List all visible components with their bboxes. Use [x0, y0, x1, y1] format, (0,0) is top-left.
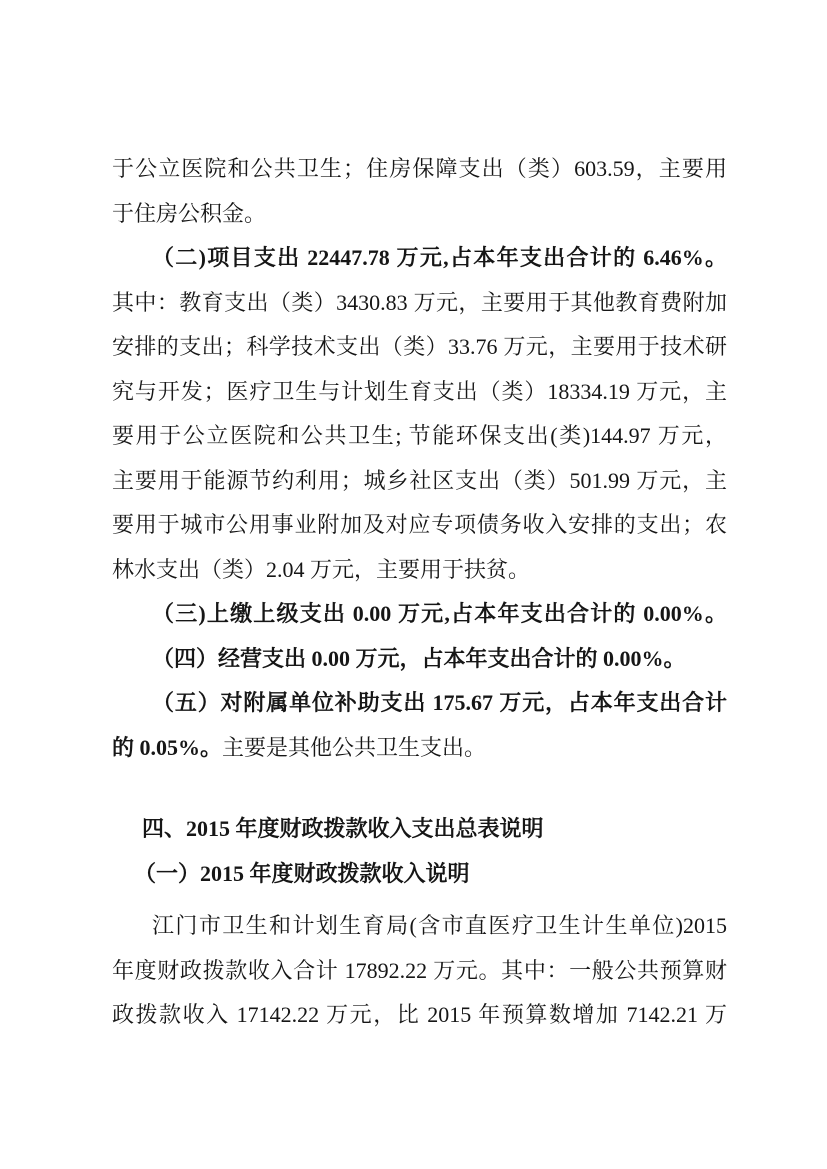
body-line-text: 究与开发；医疗卫生与计划生育支出（类）18334.19 万元，主 [112, 378, 727, 404]
body-line-text: 年度财政拨款收入合计 17892.22 万元。其中：一般公共预算财 [112, 957, 727, 983]
body-line [112, 459, 727, 504]
body-line-text: 林水支出（类）2.04 万元，主要用于扶贫。 [112, 556, 531, 582]
body-line-text: 安排的支出；科学技术支出（类）33.76 万元，主要用于技术研 [112, 334, 727, 359]
body-line [112, 325, 727, 370]
section-4-heading [112, 807, 727, 852]
subsection-1-heading [112, 852, 727, 897]
body-line [112, 147, 727, 192]
body-line-text: 于住房公积金。 [112, 200, 267, 226]
body-line-text: 主要用于能源节约利用；城乡社区支出（类）501.99 万元，主 [112, 467, 727, 493]
body-line-text: （二)项目支出 22447.78 万元,占本年支出合计的 6.46%。 [152, 245, 727, 270]
body-line [112, 192, 727, 237]
body-line-text: （五）对附属单位补助支出 175.67 万元，占本年支出合计 [152, 690, 727, 715]
body-line-text: 要用于城市公用事业附加及对应专项债务收入安排的支出；农 [112, 512, 727, 537]
body-line-text: 江门市卫生和计划生育局(含市直医疗卫生计生单位)2015 [152, 913, 727, 938]
paragraph-spacer [112, 770, 727, 807]
document-body [112, 147, 727, 1038]
body-line [112, 949, 727, 994]
body-line-bold-text: 的 0.05%。 [112, 734, 223, 760]
body-line-text: 要用于公立医院和公共卫生; 节能环保支出(类)144.97 万元， [112, 423, 727, 448]
body-line-text: （四）经营支出 0.00 万元，占本年支出合计的 0.00%。 [152, 645, 686, 671]
body-line-mixed [112, 726, 727, 771]
body-line-text: 政拨款收入 17142.22 万元，比 2015 年预算数增加 7142.21 万 [112, 1002, 727, 1027]
body-line [112, 281, 727, 326]
item-4-operating-expenditure-line [112, 637, 727, 682]
body-line-text: （三)上缴上级支出 0.00 万元,占本年支出合计的 0.00%。 [152, 601, 727, 626]
body-line-text: 于公立医院和公共卫生；住房保障支出（类）603.59，主要用 [112, 156, 727, 181]
body-line-text: 其中：教育支出（类）3430.83 万元，主要用于其他教育费附加 [112, 289, 727, 315]
body-line [112, 370, 727, 415]
body-line [112, 503, 727, 548]
body-line [112, 993, 727, 1038]
body-line [112, 414, 727, 459]
heading-text: 四、2015 年度财政拨款收入支出总表说明 [142, 816, 544, 841]
body-line [112, 904, 727, 949]
paragraph-spacer [112, 896, 727, 904]
heading-text: （一）2015 年度财政拨款收入说明 [134, 860, 470, 886]
item-5-subsidy-expenditure-line [112, 681, 727, 726]
body-line [112, 548, 727, 593]
body-line-text: 主要是其他公共卫生支出。 [222, 734, 487, 760]
item-3-upper-level-expenditure-line [112, 592, 727, 637]
item-2-project-expenditure-line [112, 236, 727, 281]
